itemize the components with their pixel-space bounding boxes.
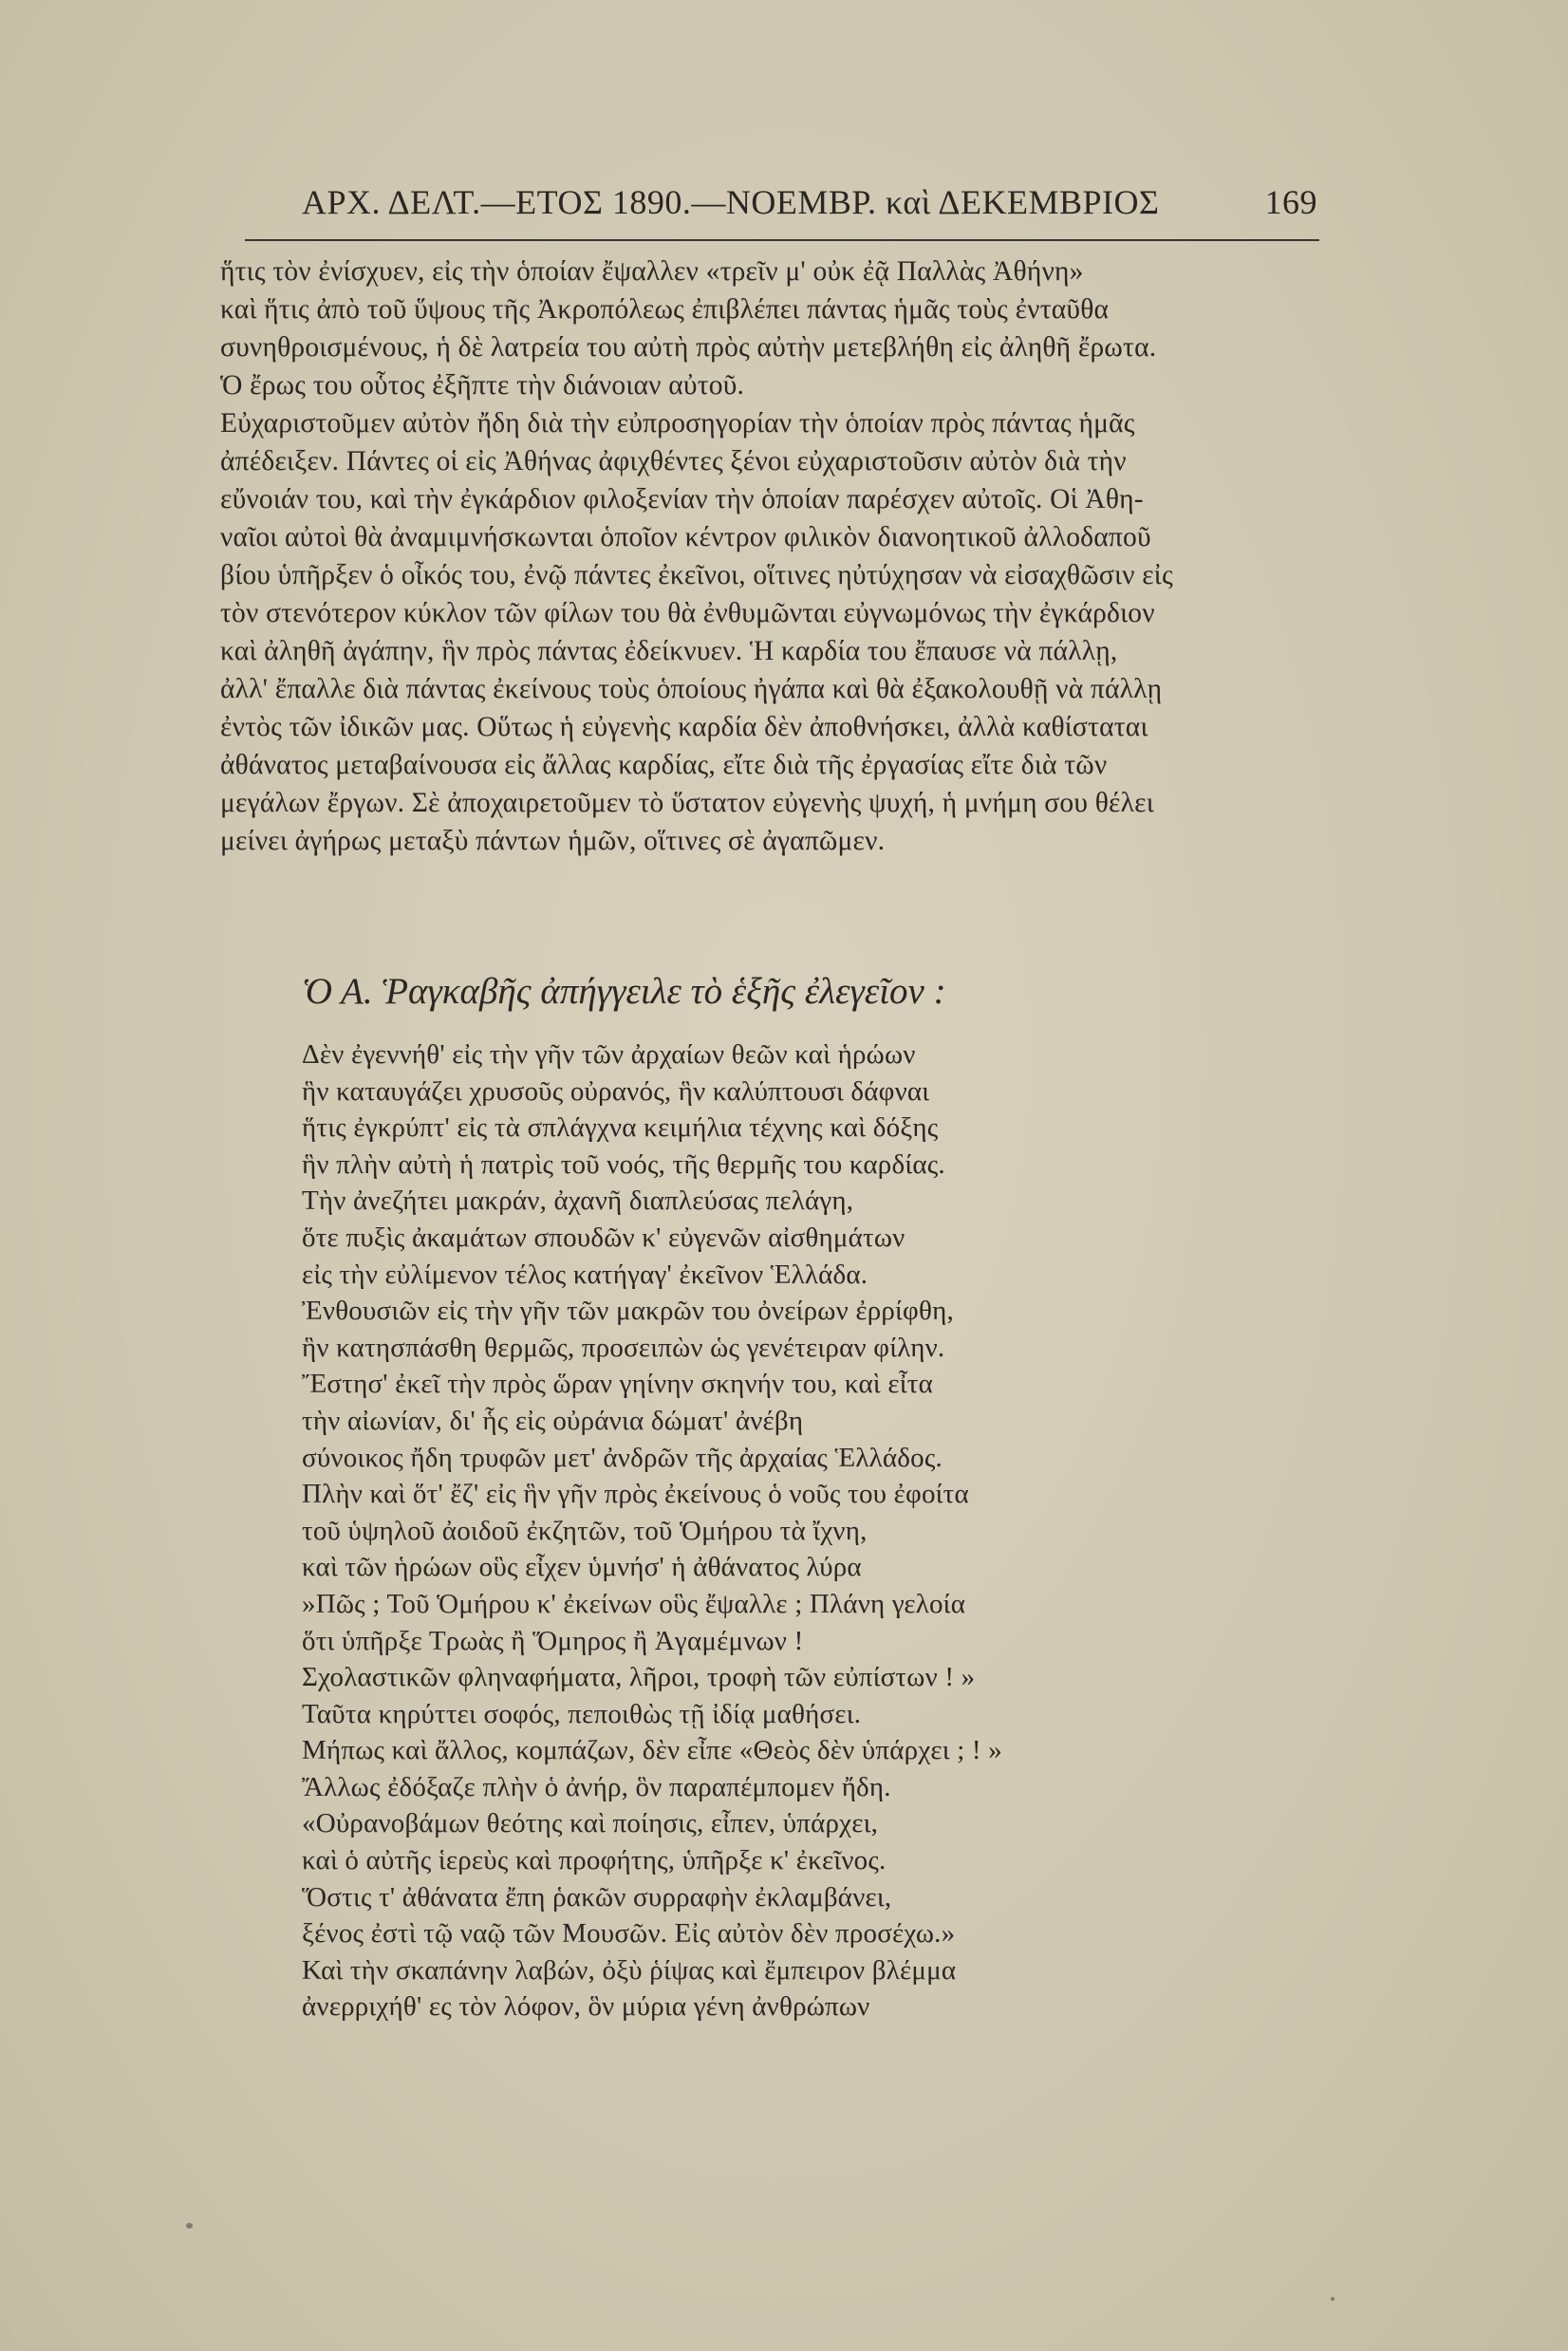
prose-line: τὸν στενότερον κύκλον τῶν φίλων του θὰ ἐνθυμῶνται εὐγνωμόνως τὴν ἐγκάρδιον	[220, 598, 1155, 628]
poem-line: εἰς τὴν εὐλίμενον τέλος κατήγαγ' ἐκεῖνον Ἑλλάδα.	[302, 1259, 868, 1290]
prose-line: Ὁ ἔρως του οὗτος ἐξῆπτε τὴν διάνοιαν αὐτοῦ.	[220, 370, 745, 401]
header-rule	[245, 239, 1319, 241]
poem-line: ἣν πλὴν αὐτὴ ἡ πατρὶς τοῦ νοός, τῆς θερμῆς του καρδίας.	[302, 1148, 945, 1180]
poem-line: Καὶ τὴν σκαπάνην λαβών, ὀξὺ ῥίψας καὶ ἔμπειρον βλέμμα	[302, 1954, 957, 1986]
poem-line: τὴν αἰωνίαν, δι' ἧς εἰς οὐράνια δώματ' ἀνέβη	[302, 1405, 804, 1436]
elegy-heading: Ὁ Α. Ῥαγκαβῆς ἀπήγγειλε τὸ ἑξῆς ἐλεγεῖον :	[302, 971, 946, 1012]
poem-line: ἣν κατησπάσθη θερμῶς, προσειπὼν ὡς γενέτειραν φίλην.	[302, 1332, 945, 1363]
prose-line: μείνει ἀγήρως μεταξὺ πάντων ἡμῶν, οἵτινες σὲ ἀγαπῶμεν.	[220, 826, 886, 856]
running-header	[285, 182, 1329, 230]
prose-line: ναῖοι αὐτοὶ θὰ ἀναμιμνήσκωνται ὁποῖον κέντρον φιλικὸν διανοητικοῦ ἀλλοδαποῦ	[220, 522, 1151, 552]
page-number: 169	[1264, 183, 1317, 221]
prose-line: συνηθροισμένους, ἡ δὲ λατρεία του αὐτὴ πρὸς αὐτὴν μετεβλήθη εἰς ἀληθῆ ἔρωτα.	[220, 332, 1157, 363]
prose-line: ἀπέδειξεν. Πάντες οἱ εἰς Ἀθήνας ἀφιχθέντες ξένοι εὐχαριστοῦσιν αὐτὸν διὰ τὴν	[220, 446, 1127, 476]
prose-line: καὶ ἀληθῆ ἀγάπην, ἣν πρὸς πάντας ἐδείκνυεν. Ἡ καρδία του ἔπαυσε νὰ πάλλῃ,	[220, 636, 1118, 666]
paper-speck	[1331, 2297, 1335, 2301]
poem-line: Ὅστις τ' ἀθάνατα ἔπη ῥακῶν συρραφὴν ἐκλαμβάνει,	[302, 1881, 892, 1913]
prose-block	[220, 252, 1331, 860]
poem-line: Δὲν ἐγεννήθ' εἰς τὴν γῆν τῶν ἀρχαίων θεῶν καὶ ἡρώων	[302, 1039, 916, 1070]
prose-line: μεγάλων ἔργων. Σὲ ἀποχαιρετοῦμεν τὸ ὕστατον εὐγενὴς ψυχή, ἡ μνήμη σου θέλει	[220, 788, 1154, 818]
prose-line: καὶ ἥτις ἀπὸ τοῦ ὕψους τῆς Ἀκροπόλεως ἐπιβλέπει πάντας ἡμᾶς τοὺς ἐνταῦθα	[220, 294, 1110, 325]
poem-line: τοῦ ὑψηλοῦ ἀοιδοῦ ἐκζητῶν, τοῦ Ὁμήρου τὰ ἴχνη,	[302, 1515, 868, 1546]
poem-line: Πλὴν καὶ ὅτ' ἔζ' εἰς ἣν γῆν πρὸς ἐκείνους ὁ νοῦς του ἐφοίτα	[302, 1479, 969, 1510]
poem-line: »Πῶς ; Τοῦ Ὁμήρου κ' ἐκείνων οὓς ἔψαλλε ; Πλάνη γελοία	[302, 1588, 966, 1619]
poem-line: ἣν καταυγάζει χρυσοῦς οὐρανός, ἣν καλύπτουσι δάφναι	[302, 1075, 930, 1107]
poem-line: ξένος ἐστὶ τῷ ναῷ τῶν Μουσῶν. Εἰς αὐτὸν δὲν προσέχω.»	[302, 1918, 956, 1950]
prose-line: ἐντὸς τῶν ἰδικῶν μας. Οὕτως ἡ εὐγενὴς καρδία δὲν ἀποθνήσκει, ἀλλὰ καθίσταται	[220, 712, 1148, 742]
poem-line: ὅτε πυξὶς ἀκαμάτων σπουδῶν κ' εὐγενῶν αἰσθημάτων	[302, 1222, 905, 1253]
poem-line: Ἔστησ' ἐκεῖ τὴν πρὸς ὥραν γηίνην σκηνήν του, καὶ εἶτα	[302, 1369, 933, 1400]
poem-line: Σχολαστικῶν φληναφήματα, λῆροι, τροφὴ τῶν εὐπίστων ! »	[302, 1662, 976, 1693]
header-title: ΑΡΧ. ΔΕΛΤ.—ΕΤΟΣ 1890.—ΝΟΕΜΒΡ. καὶ ΔΕΚΕΜΒΡΙΟΣ	[302, 183, 1160, 221]
poem-line: Τὴν ἀνεζήτει μακράν, ἀχανῆ διαπλεύσας πελάγη,	[302, 1185, 854, 1217]
poem-line: «Οὐρανοβάμων θεότης καὶ ποίησις, εἶπεν, ὑπάρχει,	[302, 1808, 879, 1839]
prose-line: ἥτις τὸν ἐνίσχυεν, εἰς τὴν ὁποίαν ἔψαλλεν «τρεῖν μ' οὐκ ἐᾷ Παλλὰς Ἀθήνη»	[220, 256, 1084, 287]
poem-line: ἀνερριχήθ' ες τὸν λόφον, ὃν μύρια γένη ἀνθρώπων	[302, 1991, 870, 2023]
poem-line: Ἐνθουσιῶν εἰς τὴν γῆν τῶν μακρῶν του ὀνείρων ἐρρίφθη,	[302, 1296, 954, 1327]
prose-line: ἀθάνατος μεταβαίνουσα εἰς ἄλλας καρδίας, εἴτε διὰ τῆς ἐργασίας εἴτε διὰ τῶν	[220, 750, 1108, 780]
prose-line: Εὐχαριστοῦμεν αὐτὸν ἤδη διὰ τὴν εὐπροσηγορίαν τὴν ὁποίαν πρὸς πάντας ἡμᾶς	[220, 408, 1135, 438]
poem-line: ὅτι ὑπῆρξε Τρωὰς ἢ Ὅμηρος ἢ Ἀγαμέμνων !	[302, 1625, 804, 1656]
poem-line: ἥτις ἐγκρύπτ' εἰς τὰ σπλάγχνα κειμήλια τέχνης καὶ δόξης	[302, 1112, 939, 1144]
paper-speck	[186, 2223, 193, 2229]
poem-line: καὶ τῶν ἡρώων οὓς εἶχεν ὑμνήσ' ἡ ἀθάνατος λύρα	[302, 1552, 862, 1583]
poem-line: Μήπως καὶ ἄλλος, κομπάζων, δὲν εἶπε «Θεὸς δὲν ὑπάρχει ; ! »	[302, 1735, 1002, 1766]
poem-line: Ἄλλως ἐδόξαζε πλὴν ὁ ἀνήρ, ὃν παραπέμπομεν ἤδη.	[302, 1771, 891, 1802]
prose-line: βίου ὑπῆρξεν ὁ οἶκός του, ἐνῷ πάντες ἐκεῖνοι, οἵτινες ηὐτύχησαν νὰ εἰσαχθῶσιν εἰς	[220, 560, 1173, 590]
poem-line: Ταῦτα κηρύττει σοφός, πεποιθὼς τῇ ἰδίᾳ μαθήσει.	[302, 1698, 862, 1729]
poem-line: καὶ ὁ αὐτῆς ἱερεὺς καὶ προφήτης, ὑπῆρξε κ' ἐκεῖνος.	[302, 1845, 887, 1876]
prose-line: ἀλλ' ἔπαλλε διὰ πάντας ἐκείνους τοὺς ὁποίους ἠγάπα καὶ θὰ ἐξακολουθῇ νὰ πάλλῃ	[220, 674, 1163, 704]
elegy-poem	[302, 1036, 1308, 2025]
prose-line: εὔνοιάν του, καὶ τὴν ἐγκάρδιον φιλοξενίαν τὴν ὁποίαν παρέσχεν αὐτοῖς. Οἱ Ἀθη-	[220, 484, 1144, 514]
poem-line: σύνοικος ἤδη τρυφῶν μετ' ἀνδρῶν τῆς ἀρχαίας Ἑλλάδος.	[302, 1442, 943, 1473]
